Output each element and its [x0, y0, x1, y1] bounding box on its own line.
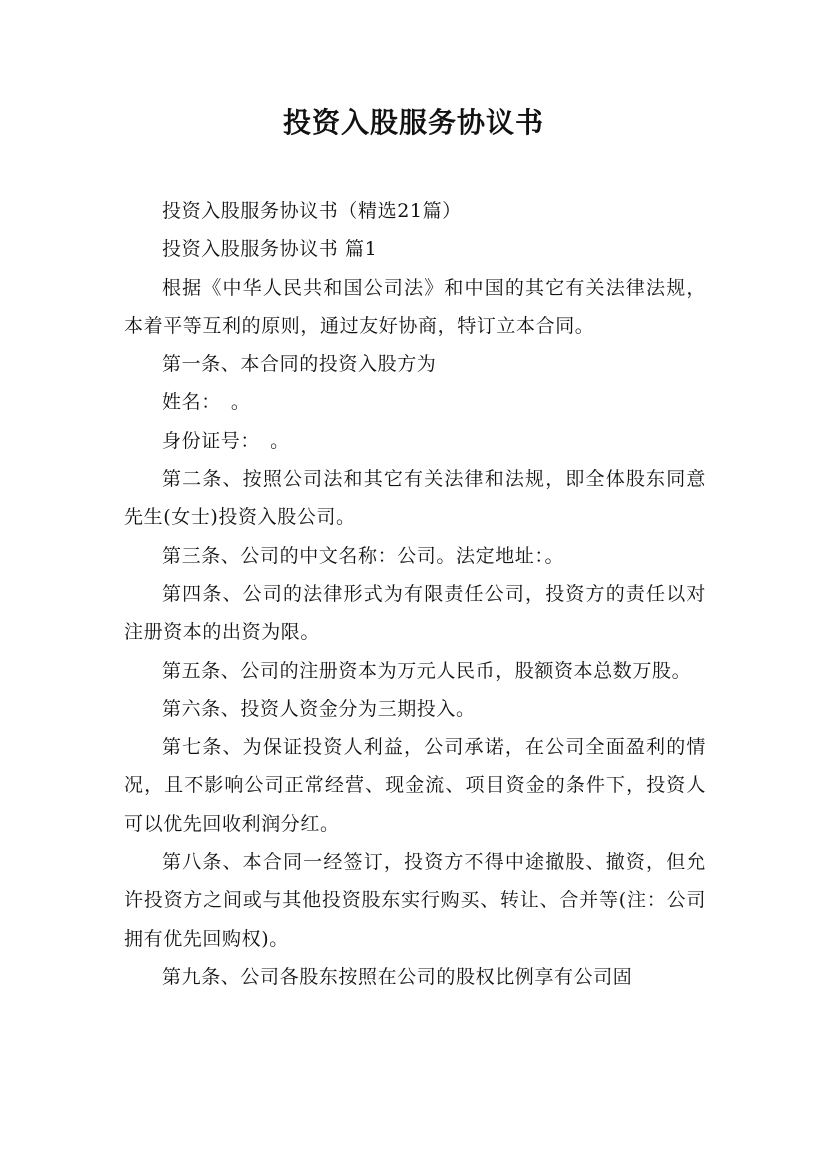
paragraph-article-3: 第三条、公司的中文名称：公司。法定地址：。 — [162, 544, 565, 567]
document-title: 投资入股服务协议书 — [282, 106, 544, 139]
paragraph-name-field: 姓名： 。 — [162, 391, 251, 414]
document-body — [124, 192, 706, 996]
paragraph-article-6: 第六条、投资人资金分为三期投入。 — [162, 697, 476, 720]
paragraph-article-1: 第一条、本合同的投资入股方为 — [162, 353, 437, 376]
paragraph-subtitle: 投资入股服务协议书（精选21篇） — [162, 200, 462, 222]
paragraph-article-5: 第五条、公司的注册资本为万元人民币，股额资本总数万股。 — [162, 659, 692, 682]
paragraph-id-field: 身份证号： 。 — [162, 429, 290, 452]
paragraph-article-4: 第四条、公司的法律形式为有限责任公司，投资方的责任以对注册资本的出资为限。 — [124, 582, 706, 644]
paragraph-article-2: 第二条、按照公司法和其它有关法律和法规，即全体股东同意 先生(女士)投资入股公司。 — [124, 468, 706, 529]
paragraph-preamble: 根据《中华人民共和国公司法》和中国的其它有关法律法规，本着平等互利的原则，通过友好协商，特订立本合同。 — [124, 276, 706, 337]
paragraph-section-heading: 投资入股服务协议书 篇1 — [162, 238, 378, 261]
paragraph-article-7: 第七条、为保证投资人利益，公司承诺，在公司全面盈利的情况，且不影响公司正常经营、现金流、项目资金的条件下，投资人可以优先回收利润分红。 — [124, 736, 706, 835]
paragraph-article-9: 第九条、公司各股东按照在公司的股权比例享有公司固 — [162, 965, 633, 988]
paragraph-article-8: 第八条、本合同一经签订，投资方不得中途撤股、撤资，但允许投资方之间或与其他投资股东实行购买、转让、合并等(注：公司拥有优先回购权)。 — [124, 851, 706, 950]
